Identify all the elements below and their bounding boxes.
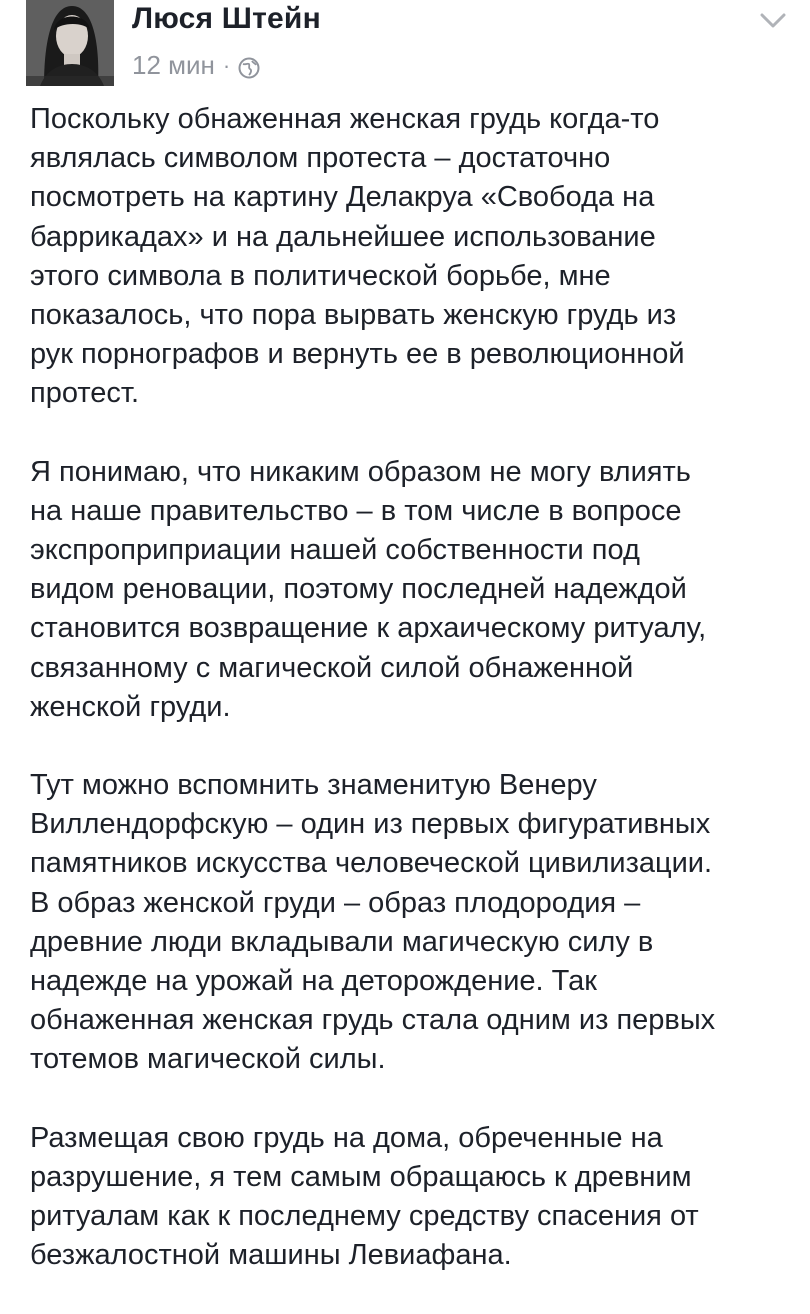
text-line: являлась символом протеста – достаточно (30, 142, 611, 175)
text-line: женской груди. (30, 690, 231, 723)
text-line: надежде на урожай на деторождение. Так (30, 965, 597, 998)
avatar[interactable] (26, 0, 114, 86)
text-line: этого символа в политической борьбе, мне (30, 259, 611, 292)
author-name[interactable]: Люся Штейн (132, 2, 321, 35)
post-paragraph (30, 453, 790, 727)
post-body (30, 100, 790, 1314)
post-paragraph (30, 100, 790, 414)
text-line: ритуалам как к последнему средству спасения от (30, 1200, 699, 1233)
text-line: В образ женской груди – образ плодородия – (30, 886, 641, 919)
text-line: тотемов магической силы. (30, 1043, 386, 1076)
globe-icon (238, 55, 260, 77)
text-line: видом реновации, поэтому последней надеждой (30, 573, 687, 606)
text-line: Я понимаю, что никаким образом не могу влиять (30, 455, 691, 488)
text-line: безжалостной машины Левиафана. (30, 1239, 512, 1272)
text-line: Размещая свою грудь на дома, обреченные на (30, 1121, 663, 1154)
post-meta (132, 50, 260, 81)
text-line: обнаженная женская грудь стала одним из первых (30, 1004, 716, 1037)
text-line: экспроприприации нашей собственности под (30, 534, 640, 567)
text-line: показалось, что пора вырвать женскую грудь из (30, 299, 677, 332)
text-line: протест. (30, 377, 140, 410)
text-line: Поскольку обнаженная женская грудь когда-то (30, 103, 660, 135)
text-line: Тут можно вспомнить знаменитую Венеру (30, 769, 597, 802)
post-paragraph (30, 766, 790, 1080)
text-line: рук порнографов и вернуть ее в революционной (30, 338, 685, 371)
text-line: посмотреть на картину Делакруа «Свобода на (30, 181, 655, 214)
text-line: становится возвращение к архаическому ритуалу, (30, 612, 707, 645)
text-line: разрушение, я тем самым обращаюсь к древним (30, 1160, 692, 1193)
meta-separator: · (222, 52, 231, 78)
text-line: памятников искусства человеческой цивилизации. (30, 847, 713, 880)
avatar-photo (26, 0, 114, 86)
text-line: связанному с магической силой обнаженной (30, 651, 634, 684)
text-line: на наше правительство – в том числе в вопросе (30, 494, 682, 527)
post-paragraph (30, 1119, 790, 1276)
text-line: баррикадах» и на дальнейшее использование (30, 220, 656, 253)
post-header (0, 0, 810, 92)
text-line: древние люди вкладывали магическую силу в (30, 925, 654, 958)
text-line: Виллендорфскую – один из первых фигуративных (30, 808, 711, 841)
post-timestamp[interactable]: 12 мин (132, 50, 215, 80)
chevron-down-icon[interactable] (756, 8, 790, 34)
